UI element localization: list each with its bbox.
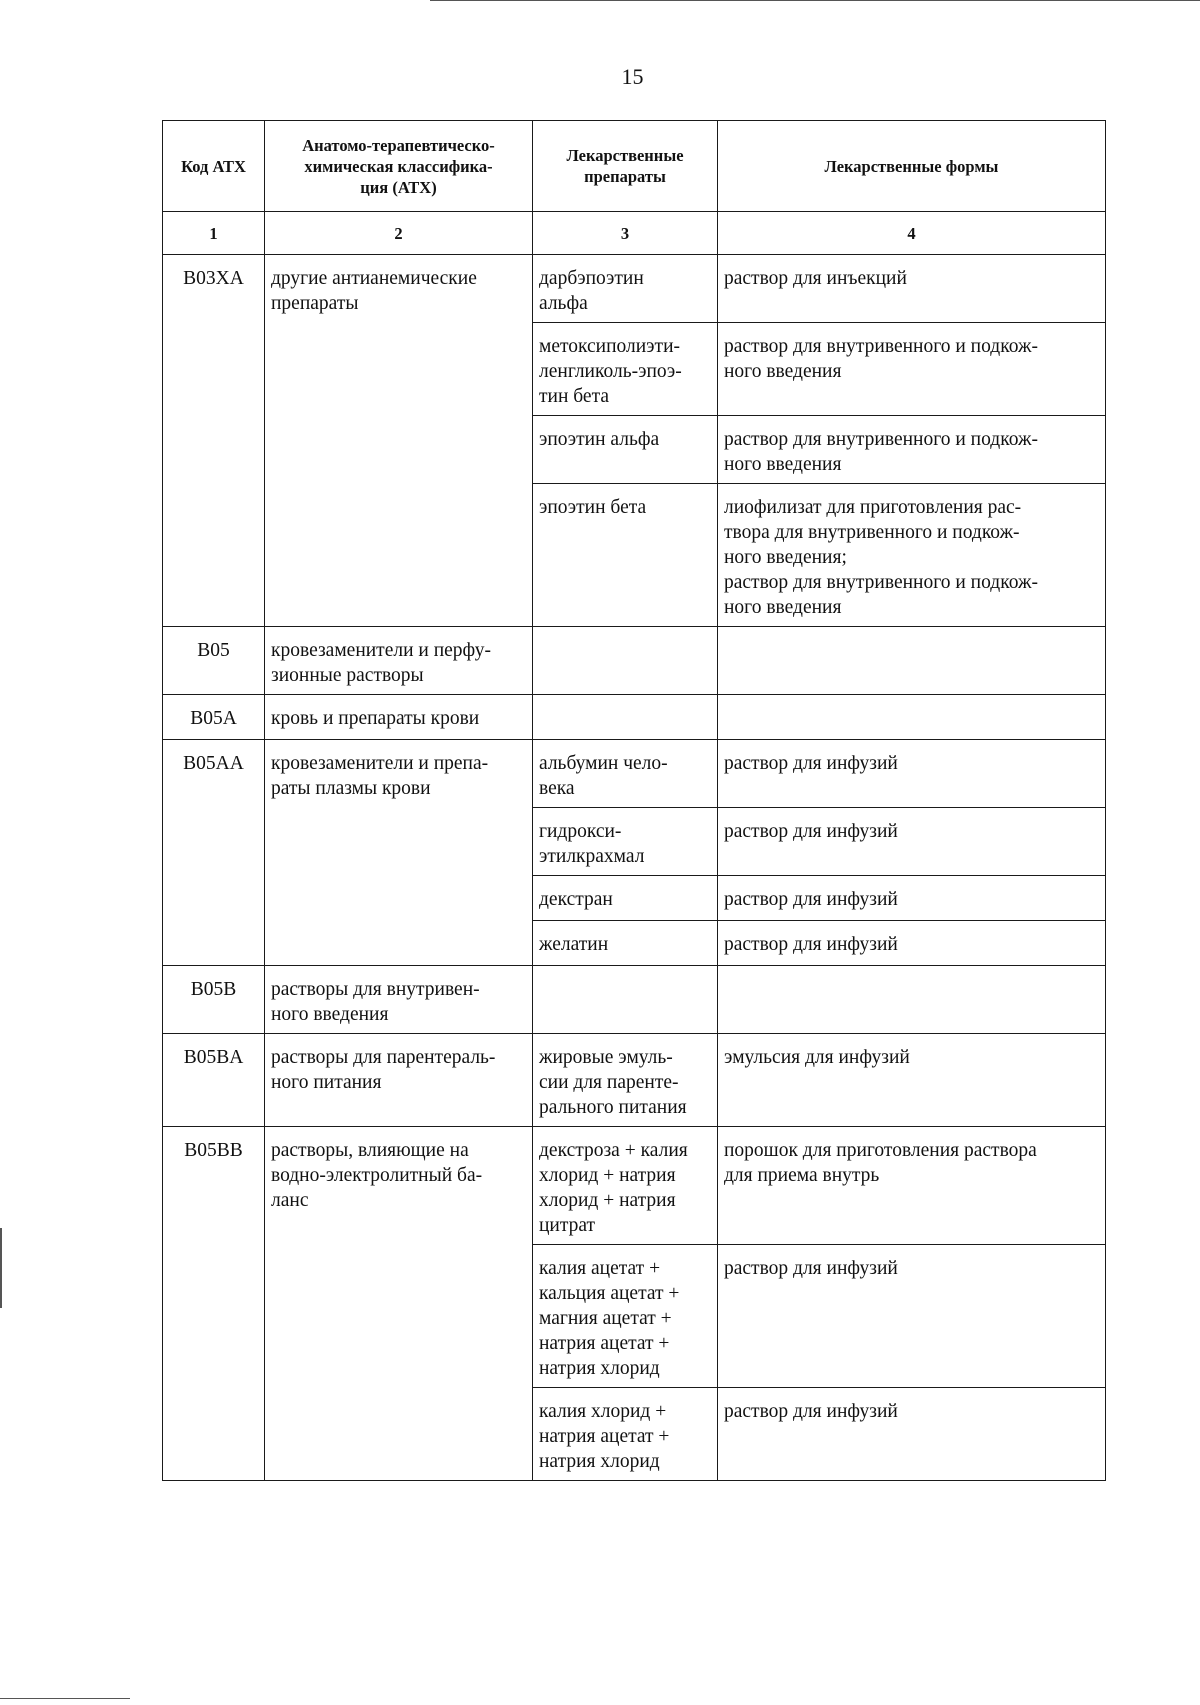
drug-cell: эпоэтин бета xyxy=(533,484,718,627)
drug-cell xyxy=(533,627,718,695)
classification-cell: кровезаменители и перфу- зионные растворы xyxy=(265,627,533,695)
drug-cell: альбумин чело- века xyxy=(533,740,718,808)
classification-cell: другие антианемические препараты xyxy=(265,255,533,627)
header-drugs: Лекарственные препараты xyxy=(533,121,718,212)
header-forms: Лекарственные формы xyxy=(718,121,1106,212)
dosage-form-cell xyxy=(718,966,1106,1034)
classification-cell: кровь и препараты крови xyxy=(265,695,533,740)
drug-cell: жировые эмуль- сии для паренте- рального питания xyxy=(533,1034,718,1127)
page-number: 15 xyxy=(621,64,644,89)
table-row xyxy=(163,695,1106,740)
classification-cell: растворы, влияющие на водно-электролитный ба- ланс xyxy=(265,1127,533,1481)
drug-cell: калия хлорид + натрия ацетат + натрия хлорид xyxy=(533,1388,718,1481)
dosage-form-cell: порошок для приготовления раствора для приема внутрь xyxy=(718,1127,1106,1245)
dosage-form-cell xyxy=(718,627,1106,695)
drug-cell: декстроза + калия хлорид + натрия хлорид + натрия цитрат xyxy=(533,1127,718,1245)
dosage-form-cell: эмульсия для инфузий xyxy=(718,1034,1106,1127)
column-number: 2 xyxy=(265,212,533,255)
scan-artifact-top xyxy=(430,0,1200,1)
header-classification: Анатомо-терапевтическо- химическая классифика- ция (АТХ) xyxy=(265,121,533,212)
atx-code-cell: B05AA xyxy=(163,740,265,966)
column-number: 4 xyxy=(718,212,1106,255)
table-row xyxy=(163,627,1106,695)
table-row xyxy=(163,966,1106,1034)
dosage-form-cell: раствор для внутривенного и подкож- ного введения xyxy=(718,416,1106,484)
table-body xyxy=(163,255,1106,1481)
atx-code-cell: B05BB xyxy=(163,1127,265,1481)
classification-cell: растворы для парентераль- ного питания xyxy=(265,1034,533,1127)
column-number: 1 xyxy=(163,212,265,255)
dosage-form-cell: лиофилизат для приготовления рас- твора для внутривенного и подкож- ного введения; раствор для внутривенного и подкож- ного введения xyxy=(718,484,1106,627)
table-header-row xyxy=(163,121,1106,212)
scan-artifact-bottom xyxy=(0,1698,130,1699)
column-number: 3 xyxy=(533,212,718,255)
drug-cell: желатин xyxy=(533,921,718,966)
dosage-form-cell: раствор для инфузий xyxy=(718,1388,1106,1481)
dosage-form-cell: раствор для инъекций xyxy=(718,255,1106,323)
scan-artifact-left xyxy=(0,1228,2,1308)
atx-code-cell: B05B xyxy=(163,966,265,1034)
atx-code-cell: B05BA xyxy=(163,1034,265,1127)
atx-code-cell: B05A xyxy=(163,695,265,740)
table-row xyxy=(163,1127,1106,1245)
dosage-form-cell: раствор для инфузий xyxy=(718,740,1106,808)
table-row xyxy=(163,1034,1106,1127)
dosage-form-cell: раствор для инфузий xyxy=(718,808,1106,876)
atx-classification-table xyxy=(162,120,1106,1481)
drug-cell: калия ацетат + кальция ацетат + магния ацетат + натрия ацетат + натрия хлорид xyxy=(533,1245,718,1388)
dosage-form-cell: раствор для инфузий xyxy=(718,1245,1106,1388)
drug-cell xyxy=(533,695,718,740)
dosage-form-cell xyxy=(718,695,1106,740)
drug-cell: эпоэтин альфа xyxy=(533,416,718,484)
atx-code-cell: B03XA xyxy=(163,255,265,627)
classification-cell: растворы для внутривен- ного введения xyxy=(265,966,533,1034)
dosage-form-cell: раствор для инфузий xyxy=(718,876,1106,921)
table-row xyxy=(163,255,1106,323)
header-code: Код АТХ xyxy=(163,121,265,212)
dosage-form-cell: раствор для внутривенного и подкож- ного введения xyxy=(718,323,1106,416)
drug-cell: гидрокси- этилкрахмал xyxy=(533,808,718,876)
classification-cell: кровезаменители и препа- раты плазмы крови xyxy=(265,740,533,966)
dosage-form-cell: раствор для инфузий xyxy=(718,921,1106,966)
drug-cell: дарбэпоэтин альфа xyxy=(533,255,718,323)
drug-cell: декстран xyxy=(533,876,718,921)
table-row xyxy=(163,740,1106,808)
atx-code-cell: B05 xyxy=(163,627,265,695)
drug-cell xyxy=(533,966,718,1034)
drug-cell: метоксиполиэти- ленгликоль-эпоэ- тин бета xyxy=(533,323,718,416)
column-number-row xyxy=(163,212,1106,255)
